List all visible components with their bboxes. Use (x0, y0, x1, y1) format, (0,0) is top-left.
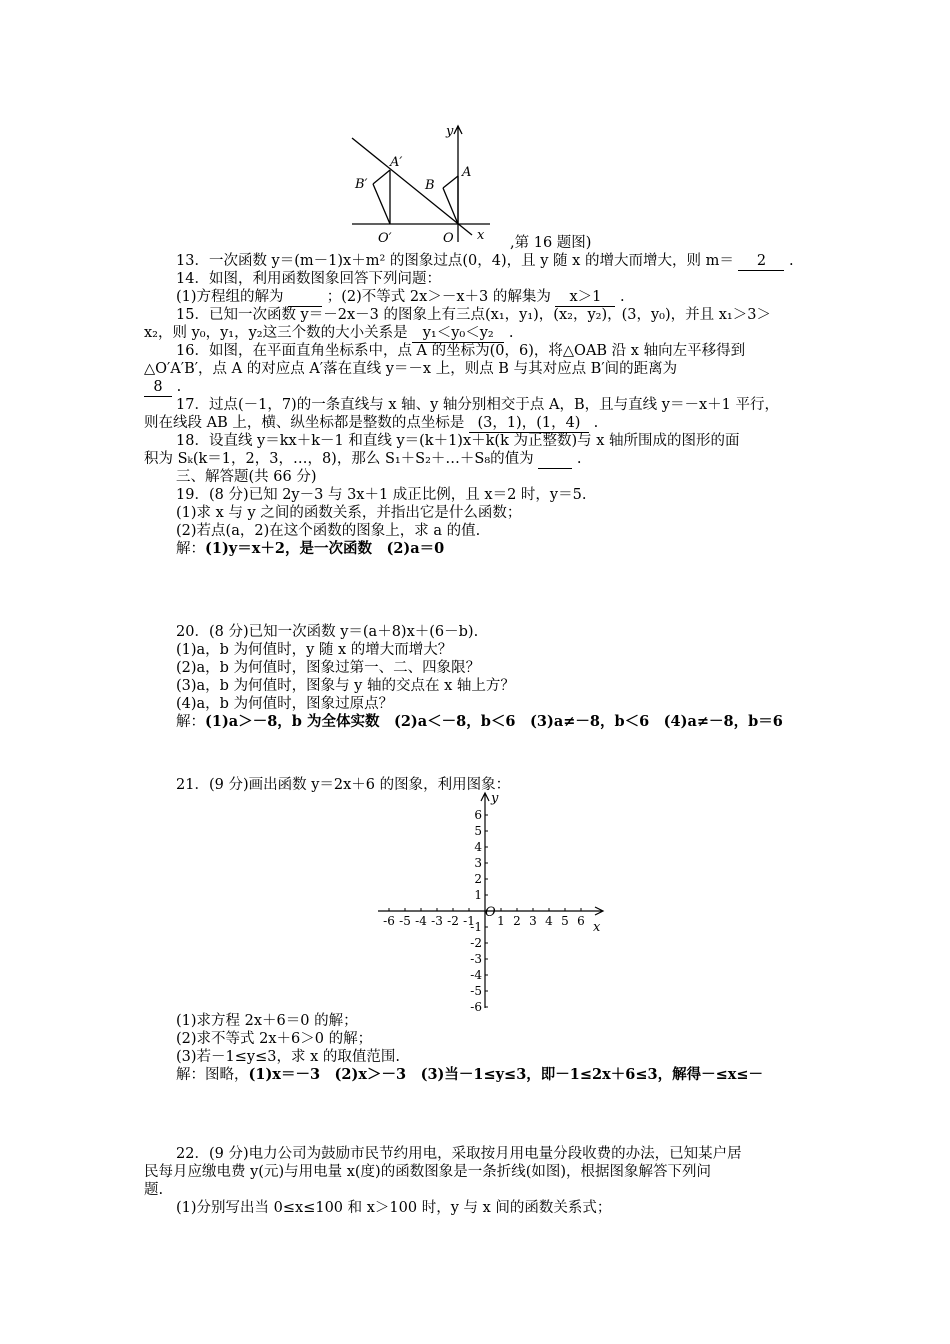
grid-y-tick-label: -6 (470, 1000, 482, 1012)
grid-x-tick-label: -2 (447, 914, 459, 928)
grid-x-tick-label: 2 (513, 914, 521, 928)
label-b-prime: B′ (355, 177, 368, 192)
q15-end: . (508, 325, 514, 341)
question-21-sub2: (2)求不等式 2x＋6＞0 的解； (176, 1031, 373, 1047)
q16-answer: 8 (144, 378, 172, 397)
figure-16 (340, 118, 510, 248)
question-20-line2: (1)a，b 为何值时，y 随 x 的增大而增大？ (176, 642, 453, 658)
figure-16-caption: ,第 16 题图) (510, 235, 592, 251)
question-18-line1: 18．设直线 y＝kx＋k－1 和直线 y＝(k＋1)x＋k(k 为正整数)与 x 轴所围成的图形的面 (176, 433, 740, 449)
q20-sol-prefix: 解： (176, 714, 205, 730)
question-15-line2 (144, 324, 513, 343)
question-21-line1: 21．(9 分)画出函数 y＝2x＋6 的图象，利用图象： (176, 777, 511, 793)
question-19-solution (176, 540, 444, 558)
question-14-line1: 14．如图，利用函数图象回答下列问题： (176, 271, 441, 287)
q18-text: 积为 Sₖ(k＝1，2，3，…，8)，那么 S₁＋S₂＋…＋S₈的值为 (144, 451, 534, 467)
question-20-line1: 20．(8 分)已知一次函数 y＝(a＋8)x＋(6－b). (176, 624, 479, 640)
question-18-line2 (144, 450, 582, 469)
q14-part1: (1)方程组的解为 (176, 289, 284, 305)
question-21-sub1: (1)求方程 2x＋6＝0 的解； (176, 1013, 358, 1029)
question-19-line3: (2)若点(a，2)在这个函数的图象上，求 a 的值. (176, 523, 481, 539)
grid-x-tick-label: -5 (399, 914, 411, 928)
grid-x-tick-label: 3 (529, 914, 537, 928)
grid-x-tick-label: 5 (561, 914, 569, 928)
q14-end: . (620, 289, 625, 305)
question-21-sub3: (3)若－1≤y≤3，求 x 的取值范围. (176, 1049, 400, 1065)
label-x: x (477, 228, 485, 243)
grid-y-tick-label: 2 (474, 872, 482, 886)
label-o: O (443, 231, 454, 246)
question-16-line1: 16．如图，在平面直角坐标系中，点 A 的坐标为(0，6)，将△OAB 沿 x 轴向左平移得到 (176, 343, 746, 359)
q21-solution-text: (1)x＝－3 (2)x＞－3 (3)当－1≤y≤3，即－1≤2x＋6≤3，解得－≤x≤－ (248, 1066, 764, 1083)
segment-b-prime-o-prime (373, 184, 390, 224)
q14-answer: x＞1 (555, 288, 615, 307)
section-3-heading: 三、解答题(共 66 分) (176, 469, 317, 485)
grid-y-tick-label: 1 (474, 888, 482, 902)
grid-y-tick-label: 5 (474, 824, 482, 838)
grid-x-tick-label: 4 (545, 914, 553, 928)
label-y: y (446, 124, 454, 139)
q14-part2: ；(2)不等式 2x＞－x＋3 的解集为 (326, 289, 551, 305)
grid-y-tick-label: -2 (470, 936, 482, 950)
line-y-neg-x (352, 138, 472, 235)
label-a-prime: A′ (390, 155, 403, 170)
label-o-prime: O′ (378, 231, 392, 246)
q15-text: x₂，则 y₀，y₁，y₂这三个数的大小关系是 (144, 325, 408, 341)
grid-x-tick-label: -6 (383, 914, 395, 928)
question-19-line2: (1)求 x 与 y 之间的函数关系，并指出它是什么函数； (176, 505, 522, 521)
grid-x-tick-label: -1 (463, 914, 475, 928)
q21-sol-prefix: 解：图略， (176, 1067, 249, 1083)
grid-origin-label: O (485, 905, 496, 920)
q14-blank1 (288, 288, 322, 307)
question-15-line1: 15．已知一次函数 y＝－2x－3 的图象上有三点(x₁，y₁)，(x₂，y₂)，(3，y₀)，并且 x₁＞3＞ (176, 307, 771, 323)
coordinate-grid-21 (370, 790, 610, 1012)
grid-y-tick-label: 4 (474, 840, 482, 854)
label-b: B (425, 178, 435, 193)
grid-y-tick-label: 6 (474, 808, 482, 822)
question-22-line1: 22．(9 分)电力公司为鼓励市民节约用电，采取按月用电量分段收费的办法，已知某户居 (176, 1146, 742, 1162)
grid-x-tick-label: -3 (431, 914, 443, 928)
question-20-line3: (2)a，b 为何值时，图象过第一、二、四象限？ (176, 660, 481, 676)
segment-bo (443, 188, 458, 224)
question-20-line5: (4)a，b 为何值时，图象过原点？ (176, 696, 394, 712)
grid-x-tick-label: -4 (415, 914, 427, 928)
grid-x-tick-label: 6 (577, 914, 585, 928)
question-13 (176, 252, 794, 271)
grid-y-tick-label: -1 (470, 920, 482, 934)
grid-y-label: y (491, 791, 499, 806)
q13-end: . (789, 253, 794, 269)
question-20-line4: (3)a，b 为何值时，图象与 y 轴的交点在 x 轴上方？ (176, 678, 515, 694)
q16-end: . (176, 379, 182, 395)
question-22-line4: (1)分别写出当 0≤x≤100 和 x＞100 时，y 与 x 间的函数关系式； (176, 1200, 612, 1216)
q20-solution-text: (1)a＞－8，b 为全体实数 (2)a＜－8，b＜6 (3)a≠－8，b＜6 (4)a≠－8，b＝6 (205, 713, 783, 730)
grid-y-tick-label: -3 (470, 952, 482, 966)
label-a: A (462, 165, 472, 180)
q19-solution-text: (1)y＝x＋2，是一次函数 (2)a＝0 (205, 540, 445, 557)
grid-y-tick-label: -4 (470, 968, 482, 982)
question-22-line3: 题. (144, 1182, 164, 1198)
question-20-solution (176, 713, 783, 731)
question-16-line3 (144, 378, 181, 397)
grid-y-tick-label: 3 (474, 856, 482, 870)
question-19-line1: 19．(8 分)已知 2y－3 与 3x＋1 成正比例，且 x＝2 时，y＝5. (176, 487, 587, 503)
q18-blank (538, 450, 572, 469)
grid-x-tick-label: 1 (497, 914, 505, 928)
question-16-line2: △O′A′B′，点 A 的对应点 A′落在直线 y＝－x 上，则点 B 与其对应点 B′间的距离为 (144, 361, 678, 377)
question-21-solution (176, 1066, 763, 1084)
segment-a-prime-b-prime (373, 170, 390, 184)
grid-x-label: x (593, 920, 601, 935)
q18-end: . (576, 451, 582, 467)
q17-text: 则在线段 AB 上，横、纵坐标都是整数的点坐标是 (144, 415, 465, 431)
q17-answer: (3，1)，(1，4) (469, 414, 589, 433)
segment-ab (443, 176, 458, 188)
q17-end: . (593, 415, 599, 431)
q15-answer: y₁＜y₀＜y₂ (412, 324, 504, 343)
grid-y-tick-label: -5 (470, 984, 482, 998)
question-17-line2 (144, 414, 598, 433)
q13-answer: 2 (738, 252, 784, 271)
q13-text: 13．一次函数 y＝(m－1)x＋m² 的图象过点(0，4)，且 y 随 x 的增大而增大，则 m＝ (176, 253, 734, 269)
question-22-line2: 民每月应缴电费 y(元)与用电量 x(度)的函数图象是一条折线(如图)，根据图象解答下列问 (144, 1164, 712, 1180)
question-14-line2 (176, 288, 625, 307)
q19-sol-prefix: 解： (176, 541, 205, 557)
question-17-line1: 17．过点(－1，7)的一条直线与 x 轴、y 轴分别相交于点 A，B，且与直线 y＝－x＋1 平行， (176, 397, 779, 413)
